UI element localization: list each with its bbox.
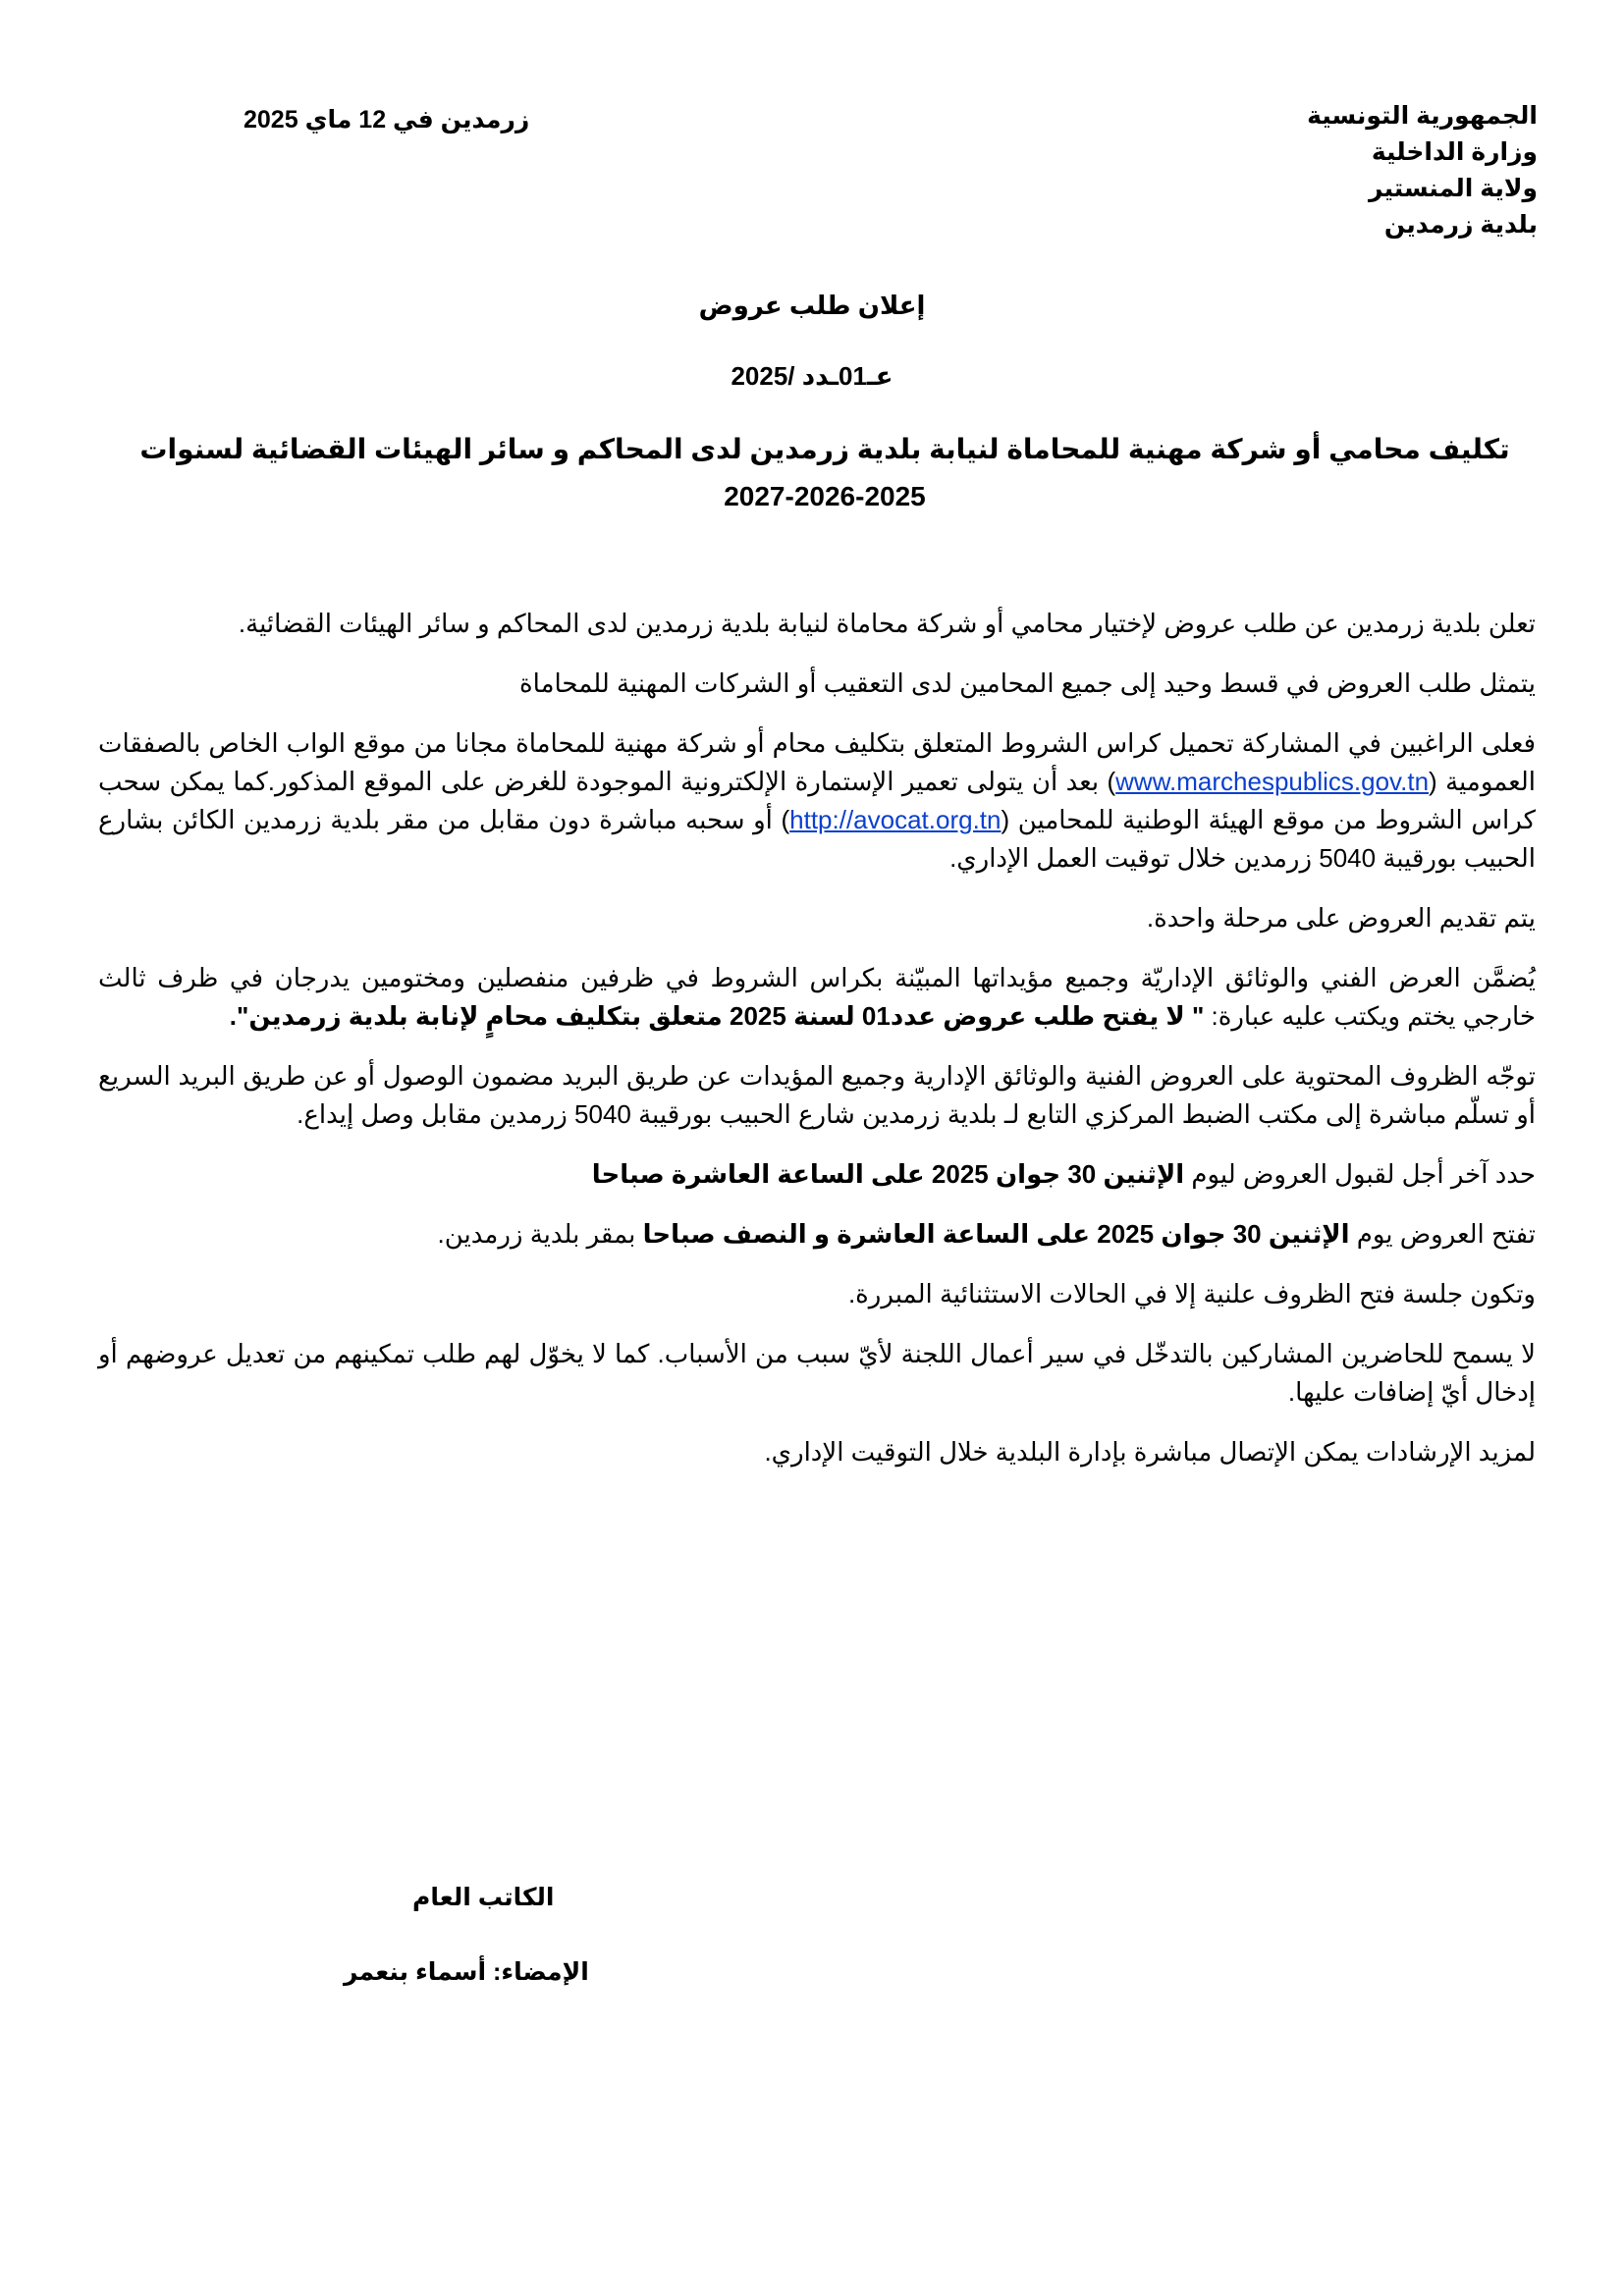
announcement-body	[98, 605, 1536, 1493]
announcement-subject: تكليف محامي أو شركة مهنية للمحاماة لنيابة بلدية زرمدين لدى المحاكم و سائر الهيئات القضائية لسنوات 2025-2026-2027	[139, 434, 1510, 511]
marchespublics-link[interactable]: www.marchespublics.gov.tn	[1115, 767, 1430, 796]
deadline-text: حدد آخر أجل لقبول العروض ليوم	[1184, 1159, 1536, 1189]
ministry-name: وزارة الداخلية	[1371, 138, 1538, 166]
paragraph-opening	[98, 1215, 1536, 1254]
announcement-title: إعلان طلب عروض	[698, 291, 926, 320]
paragraph-scope: يتمثل طلب العروض في قسط وحيد إلى جميع المحامين لدى التعقيب أو الشركات المهنية للمحاماة	[519, 668, 1536, 698]
paragraph-envelopes	[98, 959, 1536, 1036]
opening-place: بمقر بلدية زرمدين.	[437, 1219, 643, 1249]
issuer-block	[1307, 98, 1538, 243]
envelope-label-text: " لا يفتح طلب عروض عدد01 لسنة 2025 متعلق بتكليف محامٍ لإنابة بلدية زرمدين".	[229, 1001, 1205, 1031]
opening-date: الإثنين 30 جوان 2025 على الساعة العاشرة و النصف صباحا	[642, 1219, 1350, 1249]
paragraph-stage: يتم تقديم العروض على مرحلة واحدة.	[1146, 903, 1536, 933]
paragraph-attendees: لا يسمح للحاضرين المشاركين بالتدخّل في سير أعمال اللجنة لأيّ سبب من الأسباب. كما لا يخوّل لهم طلب تمكينهم من تعديل عروضهم أو إدخال أيّ إضافات عليها.	[98, 1339, 1536, 1407]
paragraph-download-text-a: فعلى الراغبين في المشاركة تحميل كراس الشروط المتعلق بتكليف محام أو شركة مهنية للمحاماة مجانا من موقع الواب الخاص بالصفقات العمومية (	[98, 728, 1536, 796]
deadline-date: الإثنين 30 جوان 2025 على الساعة العاشرة صباحا	[591, 1159, 1185, 1189]
place-date: زرمدين في 12 ماي 2025	[244, 106, 530, 133]
paragraph-delivery: توجّه الظروف المحتوية على العروض الفنية والوثائق الإدارية وجميع المؤيدات عن طريق البريد مضمون الوصول أو عن طريق البريد السريع أو تسلّم مباشرة إلى مكتب الضبط المركزي التابع لـ بلدية زرمدين شارع الحبيب بورقيبة 5040 زرمدين مقابل وصل إيداع.	[98, 1061, 1536, 1129]
municipality-name: بلدية زرمدين	[1383, 211, 1538, 239]
avocat-link[interactable]: http://avocat.org.tn	[789, 805, 1001, 834]
opening-text: تفتح العروض يوم	[1349, 1219, 1536, 1249]
governorate-name: ولاية المنستير	[1369, 175, 1538, 202]
announcement-number: عـ01ـدد /2025	[731, 361, 893, 391]
paragraph-public-session: وتكون جلسة فتح الظروف علنية إلا في الحالات الاستثنائية المبررة.	[847, 1279, 1536, 1308]
paragraph-contact: لمزيد الإرشادات يمكن الإتصال مباشرة بإدارة البلدية خلال التوقيت الإداري.	[764, 1437, 1536, 1467]
signatory-role: الكاتب العام	[412, 1884, 555, 1911]
paragraph-intro: تعلن بلدية زرمدين عن طلب عروض لإختيار محامي أو شركة محاماة لنيابة بلدية زرمدين لدى المحاكم و سائر الهيئات القضائية.	[238, 609, 1536, 638]
paragraph-download-text-b: ) بعد أن يتولى تعمير الإستمارة الإلكترونية الموجودة للغرض على الموقع المذكور.كما يمكن سحب كراس الشروط من موقع الهيئة الوطنية للمحامين (	[98, 767, 1536, 834]
paragraph-download	[98, 724, 1536, 878]
paragraph-envelopes-text: يُضمَّن العرض الفني والوثائق الإداريّة وجميع مؤيداتها المبيّنة بكراس الشروط في ظرفين منفصلين ومختومين يدرجان في ظرف ثالث خارجي يختم ويكتب عليه عبارة:	[98, 963, 1536, 1031]
country-name: الجمهورية التونسية	[1307, 102, 1538, 130]
paragraph-deadline	[98, 1155, 1536, 1194]
signatory-name: الإمضاء: أسماء بنعمر	[344, 1958, 589, 1986]
paragraph-download-text-c: ) أو سحبه مباشرة دون مقابل من مقر بلدية زرمدين الكائن بشارع الحبيب بورقيبة 5040 زرمدين خلال توقيت العمل الإداري.	[98, 805, 1536, 873]
